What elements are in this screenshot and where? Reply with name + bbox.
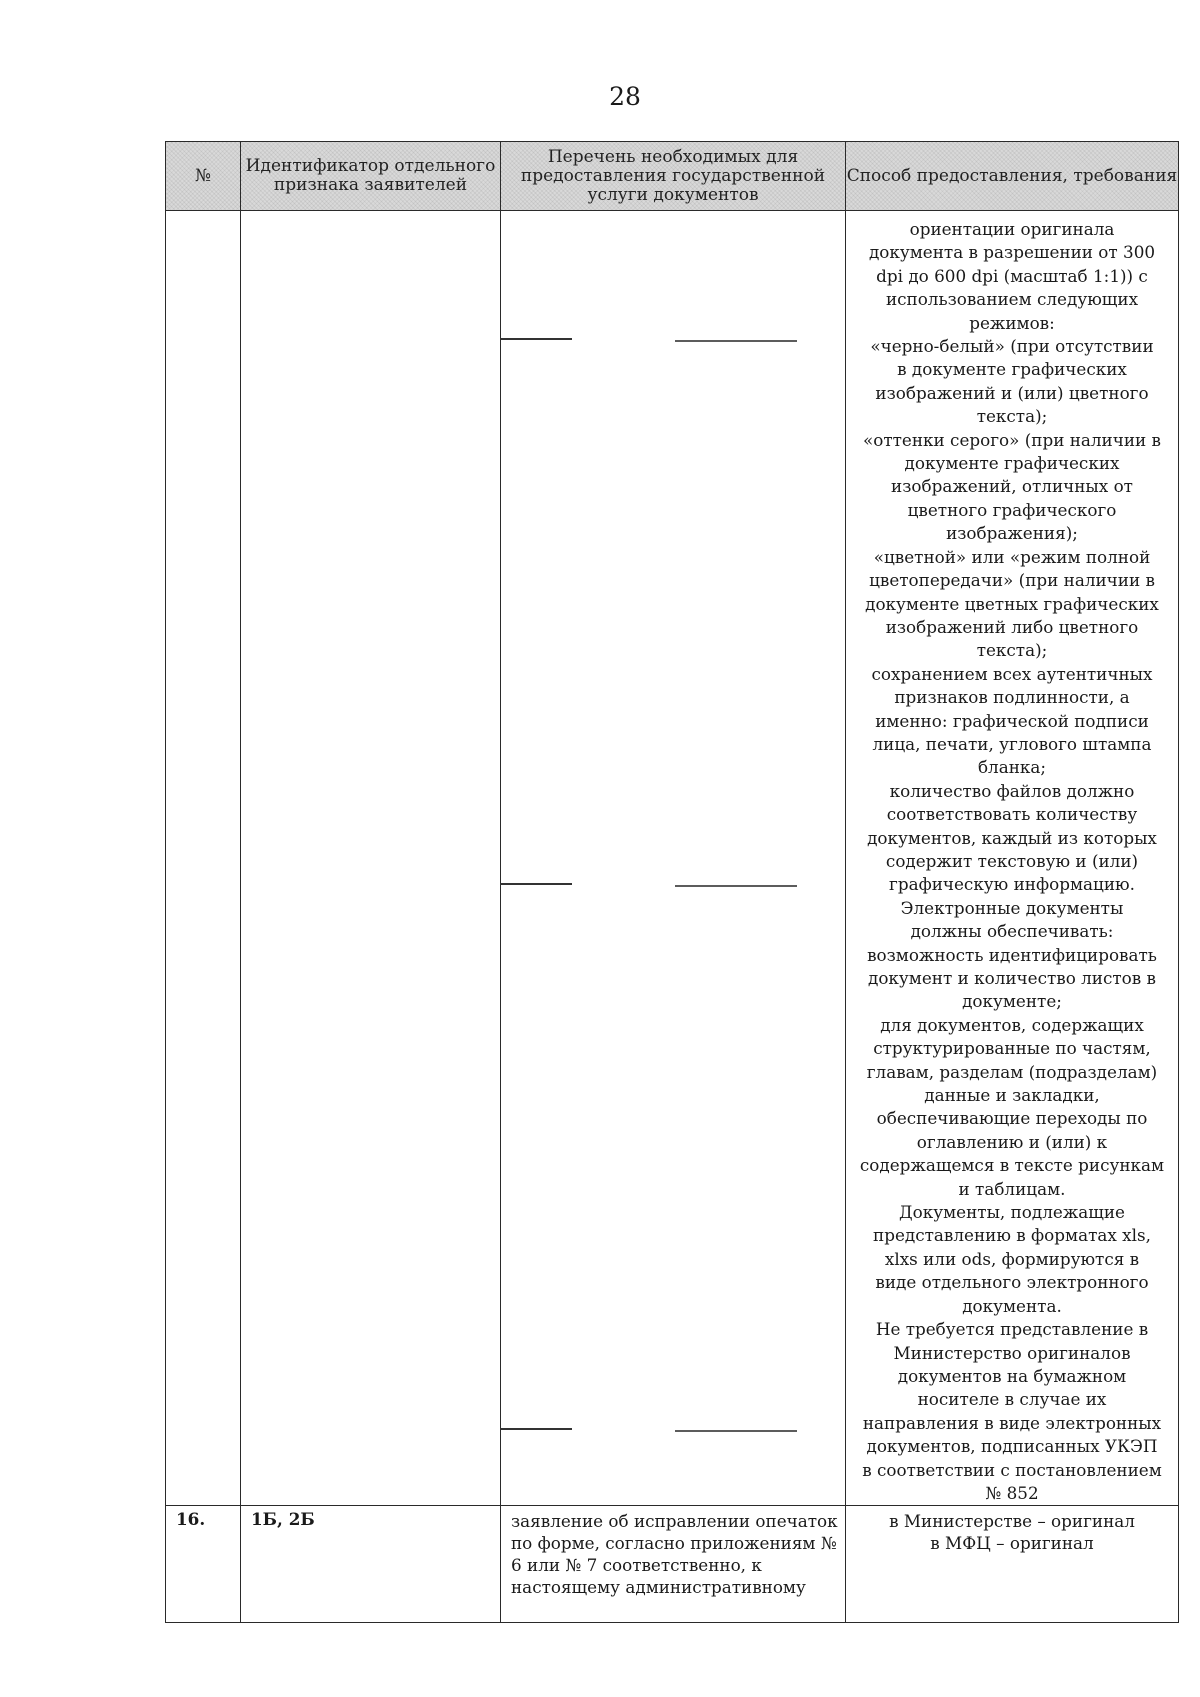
requirement-line: цветного графического — [907, 499, 1117, 520]
requirement-line: текста); — [976, 640, 1048, 661]
requirement-line: именно: графической подписи — [875, 710, 1149, 731]
requirement-line: документа. — [962, 1295, 1062, 1316]
scan-mark — [500, 1428, 572, 1430]
table-header-row — [166, 142, 1179, 211]
requirements-table — [165, 141, 1179, 1623]
requirement-line: содержит текстовую и (или) — [885, 850, 1139, 871]
requirement-line: документе; — [962, 991, 1062, 1012]
requirement-line: виде отдельного электронного — [875, 1272, 1149, 1293]
method-line: в Министерстве – оригинал — [889, 1511, 1135, 1532]
requirement-line: соответствовать количеству — [886, 804, 1138, 825]
cell-identifier-empty — [241, 211, 501, 1506]
scan-mark — [675, 885, 797, 887]
requirement-line: структурированные по частям, — [873, 1038, 1151, 1059]
requirements-text — [846, 211, 1178, 1505]
page-number: 28 — [609, 82, 641, 111]
requirement-line: оглавлению и (или) к — [916, 1131, 1108, 1152]
row-identifier: 1Б, 2Б — [241, 1506, 501, 1623]
cell-number-empty — [166, 211, 241, 1506]
requirement-line: цветопередачи» (при наличии в — [869, 570, 1155, 591]
requirement-line: документ и количество листов в — [868, 968, 1156, 988]
table-row — [166, 211, 1179, 1506]
requirement-line: графическую информацию. — [889, 874, 1135, 895]
requirement-line: текста); — [976, 406, 1048, 427]
requirement-line: документов на бумажном — [897, 1365, 1127, 1386]
method-line: в МФЦ – оригинал — [930, 1533, 1094, 1554]
requirement-line: «черно-белый» (при отсутствии — [870, 336, 1154, 357]
row-method — [846, 1506, 1179, 1623]
requirement-line: документов, подписанных УКЭП — [866, 1436, 1158, 1457]
requirement-line: данные и закладки, — [924, 1085, 1100, 1106]
scan-mark — [500, 883, 572, 885]
requirement-line: признаков подлинности, а — [894, 687, 1130, 708]
requirement-line: лица, печати, углового штампа — [872, 733, 1152, 754]
scan-mark — [675, 340, 797, 342]
requirement-line: xlxs или ods, формируются в — [884, 1248, 1140, 1269]
requirement-line: направления в виде электронных — [862, 1412, 1162, 1433]
requirement-line: бланка; — [977, 757, 1047, 778]
requirement-line: № 852 — [985, 1482, 1039, 1503]
requirement-line: содержащемся в тексте рисункам — [859, 1155, 1165, 1176]
cell-method-continuation — [846, 211, 1179, 1506]
requirement-line: изображений, отличных от — [891, 476, 1133, 497]
requirement-line: использованием следующих — [885, 289, 1139, 310]
requirement-line: Документы, подлежащие — [899, 1202, 1125, 1223]
requirement-line: документе графических — [904, 453, 1120, 474]
requirement-line: Не требуется представление в — [875, 1319, 1149, 1340]
requirement-line: изображений либо цветного — [885, 616, 1139, 637]
requirement-line: в документе графических — [897, 359, 1127, 380]
scan-mark — [675, 1430, 797, 1432]
requirement-line: документа в разрешении от 300 — [868, 242, 1156, 263]
header-method: Способ предоставления, требования — [846, 142, 1179, 211]
header-number: № — [166, 142, 241, 211]
requirement-line: документе цветных графических — [865, 593, 1159, 614]
requirement-line: Электронные документы — [900, 897, 1124, 918]
requirement-line: Министерство оригиналов — [893, 1342, 1131, 1363]
scan-mark — [500, 338, 572, 340]
requirement-line: носителе в случае их — [917, 1389, 1107, 1410]
requirement-line: и таблицам. — [958, 1178, 1066, 1199]
cell-documents-empty — [501, 211, 846, 1506]
requirement-line: для документов, содержащих — [880, 1014, 1144, 1035]
requirement-line: обеспечивающие переходы по — [876, 1108, 1148, 1129]
table-row — [166, 1506, 1179, 1623]
header-identifier: Идентификатор отдельного признака заявителей — [241, 142, 501, 211]
requirement-line: ориентации оригинала — [909, 219, 1115, 239]
requirement-line: изображения); — [946, 523, 1078, 544]
requirement-line: возможность идентифицировать — [867, 944, 1157, 965]
requirement-line: количество файлов должно — [889, 780, 1135, 801]
row-document: заявление об исправлении опечаток по форме, согласно приложениям № 6 или № 7 соответственно, к настоящему административному — [501, 1506, 846, 1623]
requirement-line: документов, каждый из которых — [867, 827, 1157, 848]
requirement-line: «цветной» или «режим полной — [873, 546, 1151, 567]
requirement-line: должны обеспечивать: — [910, 921, 1114, 942]
header-documents: Перечень необходимых для предоставления государственной услуги документов — [501, 142, 846, 211]
requirement-line: dpi до 600 dpi (масштаб 1:1)) с — [876, 265, 1148, 286]
requirement-line: главам, разделам (подразделам) — [866, 1061, 1158, 1082]
row-number: 16. — [166, 1506, 241, 1623]
requirement-line: изображений и (или) цветного — [875, 382, 1149, 403]
requirement-line: «оттенки серого» (при наличии в — [862, 429, 1161, 450]
requirement-line: представлению в форматах xls, — [873, 1225, 1151, 1246]
requirement-line: в соответствии с постановлением — [862, 1459, 1162, 1480]
requirement-line: режимов: — [969, 312, 1055, 333]
requirement-line: сохранением всех аутентичных — [871, 663, 1153, 684]
